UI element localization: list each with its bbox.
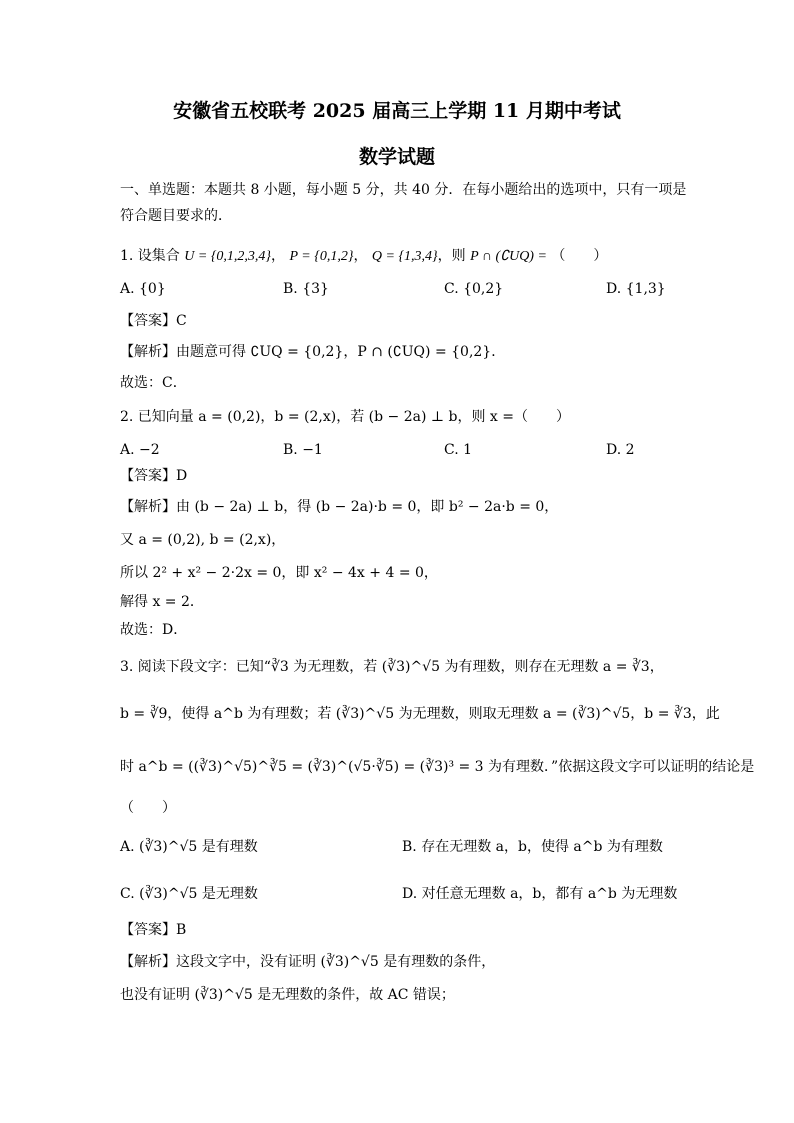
q1-option-c: C. {0,2} <box>444 281 504 297</box>
q3-answer: 【答案】B <box>120 922 187 938</box>
q3-option-a: A. (∛3)^√5 是有理数 <box>120 839 258 855</box>
q1-set-u: U = {0,1,2,3,4} <box>184 249 272 264</box>
q2-analysis-line-4: 解得 x = 2． <box>120 594 204 610</box>
page-title: 安徽省五校联考 2025 届高三上学期 11 月期中考试 <box>173 100 621 122</box>
q3-analysis-line-1: 【解析】这段文字中，没有证明 (∛3)^√5 是有理数的条件， <box>120 954 496 970</box>
q2-analysis-line-2: 又 a = (0,2), b = (2,x)， <box>120 532 286 548</box>
q2-option-a: A. −2 <box>120 442 160 458</box>
question-3-stem-line-3: 时 a^b = ((∛3)^√5)^∛5 = (∛3)^(√5·∛5) = (∛3)³ = 3 为有理数．”依据这段文字可以证明的结论是 <box>120 759 755 775</box>
section-heading-line-1: 一、单选题：本题共 8 小题，每小题 5 分，共 40 分．在每小题给出的选项中，只有一项是 <box>120 182 687 198</box>
q3-analysis-line-2: 也没有证明 (∛3)^√5 是无理数的条件，故 AC 错误； <box>120 987 455 1003</box>
q1-analysis: 【解析】由题意可得 ∁UQ = {0,2}，P ∩ (∁UQ) = {0,2}． <box>120 344 506 360</box>
q2-option-b: B. −1 <box>283 442 323 458</box>
q1-set-q: Q = {1,3,4} <box>371 249 438 264</box>
q1-option-d: D. {1,3} <box>606 281 666 297</box>
q1-prefix: 1. 设集合 <box>120 248 180 264</box>
q2-option-d: D. 2 <box>606 442 635 458</box>
q2-analysis-line-3: 所以 2² + x² − 2·2x = 0，即 x² − 4x + 4 = 0， <box>120 565 438 581</box>
question-3-stem-line-1: 3. 阅读下段文字：已知“∛3 为无理数，若 (∛3)^√5 为有理数，则存在无理数 a = ∛3， <box>120 659 664 675</box>
question-3-stem-line-2: b = ∛9，使得 a^b 为有理数；若 (∛3)^√5 为无理数，则取无理数 a = (∛3)^√5，b = ∛3，此 <box>120 706 720 722</box>
q3-option-b: B. 存在无理数 a，b，使得 a^b 为有理数 <box>402 839 663 855</box>
q1-conclusion: 故选：C． <box>120 375 187 391</box>
q3-option-c: C. (∛3)^√5 是无理数 <box>120 886 258 902</box>
q1-option-a: A. {0} <box>120 281 166 297</box>
q2-option-c: C. 1 <box>444 442 473 458</box>
q2-analysis-line-1: 【解析】由 (b − 2a) ⊥ b，得 (b − 2a)·b = 0，即 b² − 2a·b = 0， <box>120 499 559 515</box>
q1-answer: 【答案】C <box>120 313 187 329</box>
section-heading-line-2: 符合题目要求的． <box>120 208 232 224</box>
question-3-stem-line-4: （ ） <box>120 800 176 816</box>
q1-set-p: P = {0,1,2} <box>289 249 354 264</box>
q1-expr: P ∩ (∁UQ) = <box>470 249 547 264</box>
q2-answer: 【答案】D <box>120 468 188 484</box>
q1-option-b: B. {3} <box>283 281 329 297</box>
q2-conclusion: 故选：D． <box>120 622 188 638</box>
question-1-stem: 1. 设集合 U = {0,1,2,3,4}， P = {0,1,2}， Q = {1,3,4}，则 P ∩ (∁UQ) = （ ） <box>120 248 608 264</box>
q1-blank: （ ） <box>551 248 608 264</box>
q3-option-d: D. 对任意无理数 a，b，都有 a^b 为无理数 <box>402 886 678 902</box>
q1-then: ，则 <box>437 248 466 264</box>
question-2-stem: 2. 已知向量 a = (0,2)，b = (2,x)，若 (b − 2a) ⊥ b，则 x =（ ） <box>120 409 570 425</box>
page-subtitle: 数学试题 <box>358 146 435 168</box>
